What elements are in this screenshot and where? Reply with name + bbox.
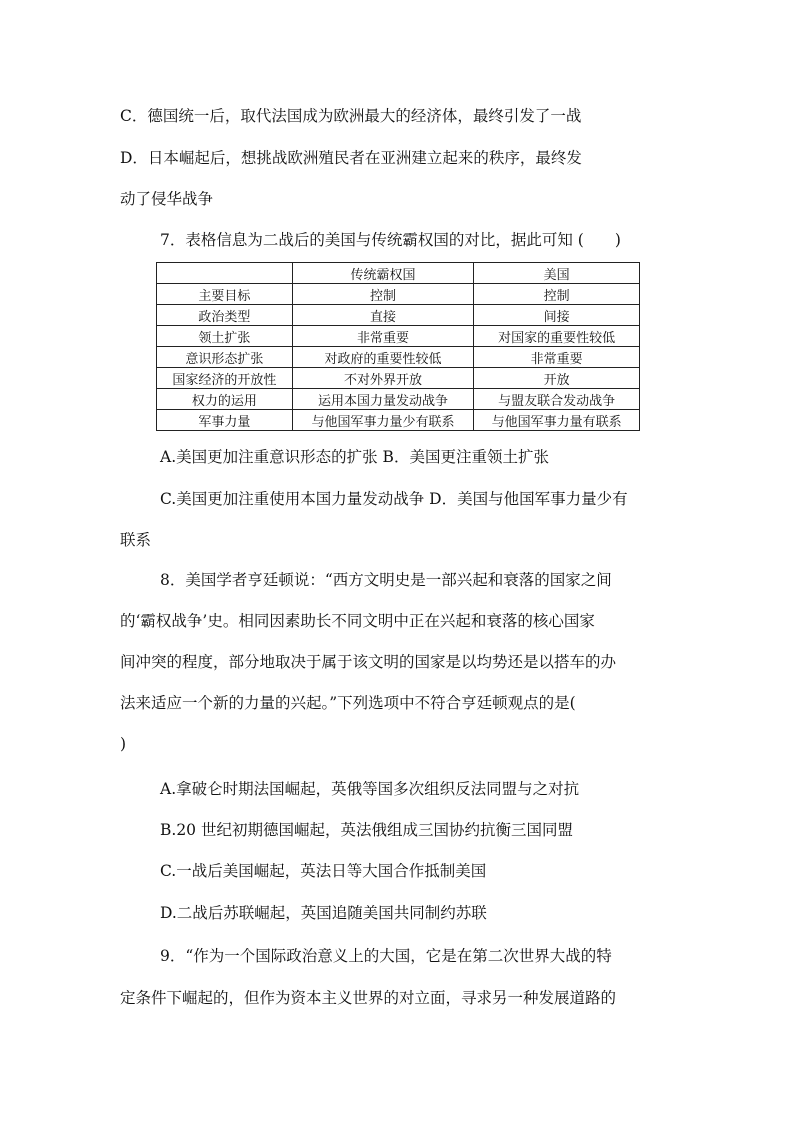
q8-stem-line2: 的‘霸权战争’史。相同因素助长不同文明中正在兴起和衰落的核心国家 xyxy=(120,612,595,630)
table-header-cell xyxy=(157,263,293,284)
q7-options-cd-line2: 联系 xyxy=(120,531,152,549)
table-row xyxy=(157,410,640,431)
q9-stem-line1: 9．“作为一个国际政治意义上的大国，它是在第二次世界大战的特 xyxy=(160,947,612,965)
table-cell: 不对外界开放 xyxy=(292,368,474,389)
table-row xyxy=(157,284,640,305)
table-cell: 直接 xyxy=(292,305,474,326)
table-cell: 非常重要 xyxy=(474,347,640,368)
table-row xyxy=(157,389,640,410)
q6-option-d-line2: 动了侵华战争 xyxy=(120,190,214,208)
table-cell: 军事力量 xyxy=(157,410,293,431)
q8-option-d: D.二战后苏联崛起，英国追随美国共同制约苏联 xyxy=(160,904,487,922)
table-cell: 控制 xyxy=(474,284,640,305)
comparison-table xyxy=(156,262,640,431)
table-cell: 运用本国力量发动战争 xyxy=(292,389,474,410)
table-cell: 政治类型 xyxy=(157,305,293,326)
q7-options-ab: A.美国更加注重意识形态的扩张 B．美国更注重领土扩张 xyxy=(160,448,549,466)
table-header-row xyxy=(157,263,640,284)
q8-stem-line3: 间冲突的程度，部分地取决于属于该文明的国家是以均势还是以搭车的办 xyxy=(120,653,617,671)
q8-option-c: C.一战后美国崛起，英法日等大国合作抵制美国 xyxy=(160,862,487,880)
table-cell: 权力的运用 xyxy=(157,389,293,410)
q8-stem-line1: 8．美国学者亨廷顿说：“西方文明史是一部兴起和衰落的国家之间 xyxy=(160,571,612,589)
table-cell: 国家经济的开放性 xyxy=(157,368,293,389)
q9-stem-line2: 定条件下崛起的，但作为资本主义世界的对立面，寻求另一种发展道路的 xyxy=(120,989,617,1007)
table-cell: 与他国军事力量有联系 xyxy=(474,410,640,431)
table-cell: 控制 xyxy=(292,284,474,305)
table-row xyxy=(157,368,640,389)
table-row xyxy=(157,305,640,326)
q7-stem: 7．表格信息为二战后的美国与传统霸权国的对比，据此可知 ( ) xyxy=(160,231,621,249)
table-cell: 对国家的重要性较低 xyxy=(474,326,640,347)
table-row xyxy=(157,326,640,347)
q8-option-a: A.拿破仑时期法国崛起，英俄等国多次组织反法同盟与之对抗 xyxy=(160,780,580,798)
table-header-cell: 传统霸权国 xyxy=(292,263,474,284)
table-cell: 非常重要 xyxy=(292,326,474,347)
q8-stem-line4: 法来适应一个新的力量的兴起。”下列选项中不符合亨廷顿观点的是( xyxy=(120,694,576,712)
q8-stem-line5: ) xyxy=(120,735,127,753)
table-cell: 与盟友联合发动战争 xyxy=(474,389,640,410)
q7-options-cd-line1: C.美国更加注重使用本国力量发动战争 D．美国与他国军事力量少有 xyxy=(160,490,628,508)
q6-option-c: C．德国统一后，取代法国成为欧洲最大的经济体，最终引发了一战 xyxy=(120,107,582,125)
table-cell: 对政府的重要性较低 xyxy=(292,347,474,368)
table-cell: 领土扩张 xyxy=(157,326,293,347)
table-header-cell: 美国 xyxy=(474,263,640,284)
table-cell: 间接 xyxy=(474,305,640,326)
table-cell: 开放 xyxy=(474,368,640,389)
table-cell: 意识形态扩张 xyxy=(157,347,293,368)
table-cell: 主要目标 xyxy=(157,284,293,305)
table-row xyxy=(157,347,640,368)
q8-option-b: B.20 世纪初期德国崛起，英法俄组成三国协约抗衡三国同盟 xyxy=(160,821,573,839)
q6-option-d-line1: D．日本崛起后，想挑战欧洲殖民者在亚洲建立起来的秩序，最终发 xyxy=(120,149,582,167)
table-cell: 与他国军事力量少有联系 xyxy=(292,410,474,431)
